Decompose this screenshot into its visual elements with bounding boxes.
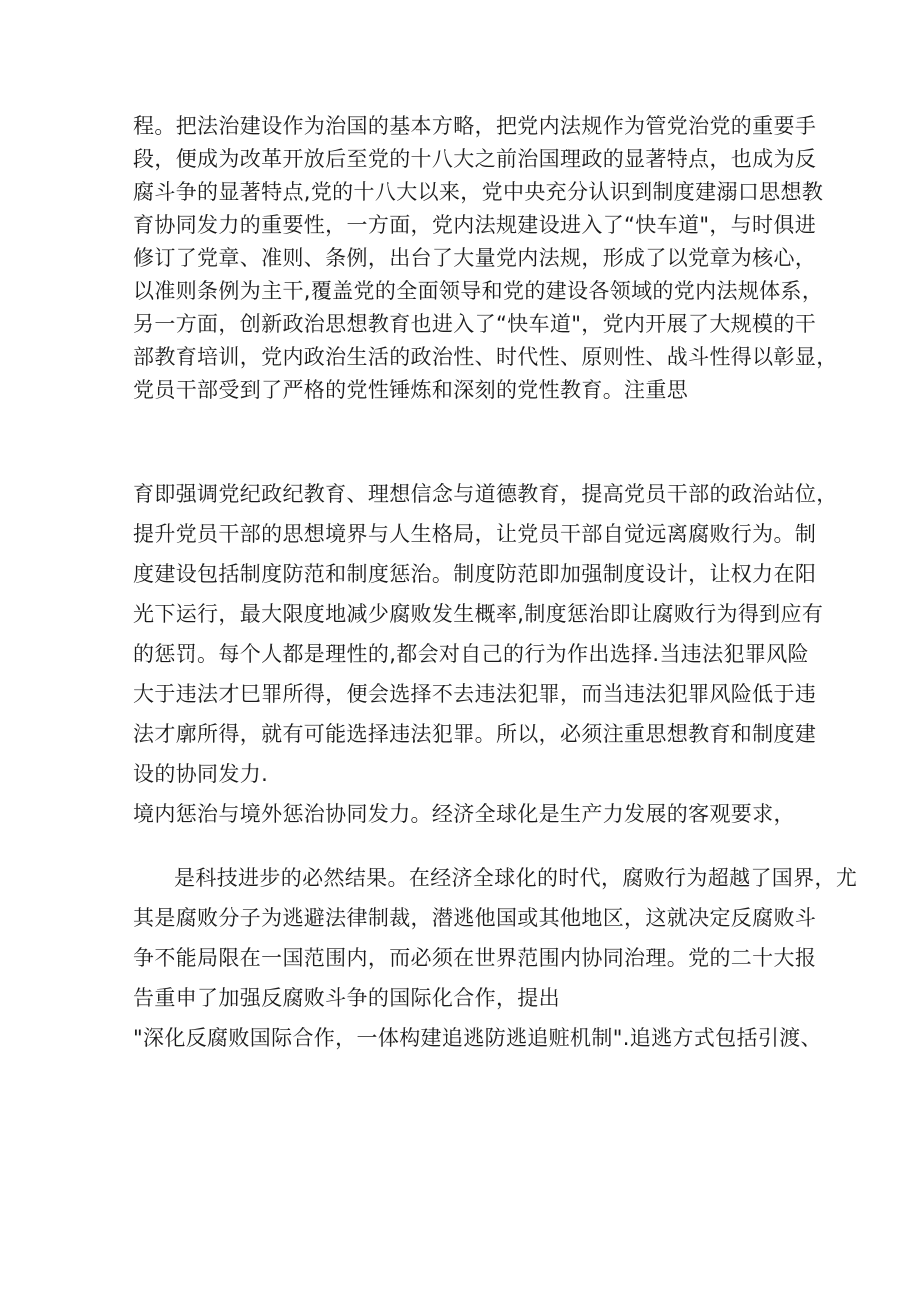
text-line-18: 境内惩治与境外惩治协同发力。经济全球化是生产力发展的客观要求，: [133, 802, 795, 826]
text-line-7: 另一方面，创新政治思想教育也进入了“快车道"，党内开展了大规模的干: [133, 312, 817, 336]
text-line-16: 法才廓所得，就有可能选择违法犯罪。所以，必须注重思想教育和制度建: [133, 722, 817, 746]
text-line-20: 其是腐败分子为逃避法律制裁，潜逃他国或其他地区，这就决定反腐败斗: [133, 906, 817, 930]
text-line-4: 育协同发力的重要性，一方面，党内法规建设进入了“快车道"，与时俱进: [133, 213, 817, 237]
text-line-8: 部教育培训，党内政治生活的政治性、时代性、原则性、战斗性得以彰显，: [133, 345, 838, 369]
text-line-10: 育即强调党纪政纪教育、理想信念与道德教育，提高党员干部的政治站位，: [133, 482, 838, 506]
text-line-2: 段，便成为改革开放后至党的十八大之前治国理政的显著特点，也成为反: [133, 147, 817, 171]
text-line-6: 以准则条例为主干,覆盖党的全面领导和党的建设各领域的党内法规体系，: [133, 279, 824, 303]
text-line-21: 争不能局限在一国范围内，而必须在世界范围内协同治理。党的二十大报: [133, 946, 817, 970]
text-line-5: 修订了党章、准则、条例，出台了大量党内法规，形成了以党章为核心，: [133, 246, 817, 270]
text-line-17: 设的协同发力.: [133, 762, 269, 786]
text-line-23: "深化反腐败国际合作，一体构建追逃防逃追赃机制".追逃方式包括引渡、: [133, 1026, 822, 1050]
text-line-19: 是科技进步的必然结果。在经济全球化的时代，腐败行为超越了国界，尤: [174, 866, 858, 890]
text-line-3: 腐斗争的显著特点,党的十八大以来，党中央充分认识到制度建溺口思想教: [133, 180, 824, 204]
text-line-13: 光下运行，最大限度地减少腐败发生概率,制度惩治即让腐败行为得到应有: [133, 602, 824, 626]
text-line-11: 提升党员干部的思想境界与人生格局，让党员干部自觉远离腐败行为。制: [133, 522, 817, 546]
text-line-9: 党员干部受到了严格的党性锤炼和深刻的党性教育。注重思: [133, 378, 689, 402]
text-line-1: 程。把法治建设作为治国的基本方略，把党内法规作为管党治党的重要手: [133, 114, 817, 138]
text-line-12: 度建设包括制度防范和制度惩治。制度防范即加强制度设计，让权力在阳: [133, 562, 817, 586]
text-line-22: 告重申了加强反腐败斗争的国际化合作，提出: [133, 986, 560, 1010]
text-line-14: 的惩罚。每个人都是理性的,都会对自己的行为作出选择.当违法犯罪风险: [133, 642, 809, 666]
text-line-15: 大于违法才巳罪所得，便会选择不去违法犯罪，而当违法犯罪风险低于违: [133, 682, 817, 706]
